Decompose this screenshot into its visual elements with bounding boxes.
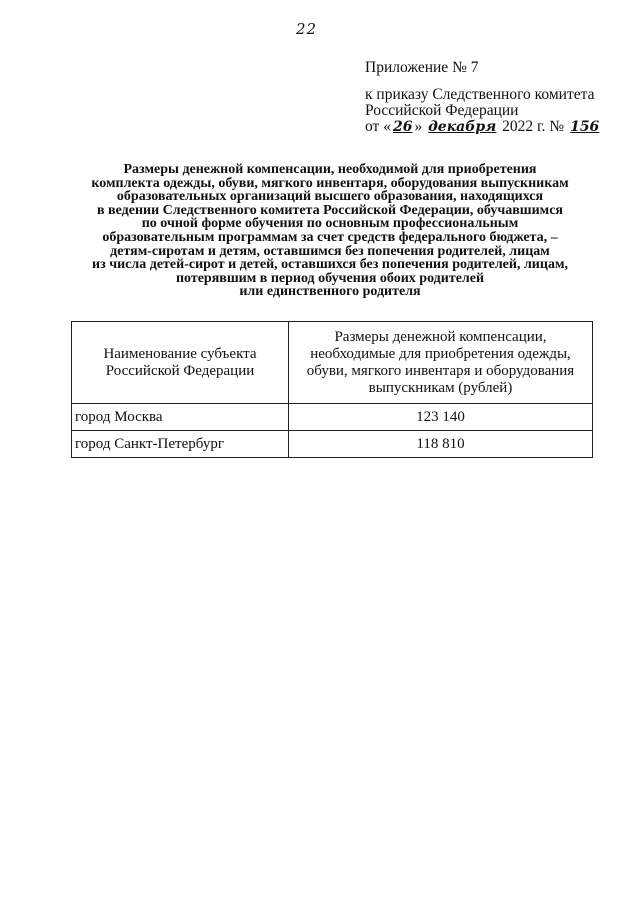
compensation-table — [71, 321, 593, 458]
title-line: образовательных организаций высшего образования, находящихся — [116, 189, 544, 205]
header-region — [72, 322, 289, 404]
title-line: детям-сиротам и детям, оставшимся без попечения родителей, лицам — [110, 243, 550, 259]
date-prefix: от « — [365, 118, 391, 135]
title-line: или единственного родителя — [239, 284, 421, 300]
title-line: комплекта одежды, обуви, мягкого инвентаря, оборудования выпускникам — [91, 175, 569, 191]
header-amount-line: необходимые для приобретения одежды, — [310, 345, 571, 362]
table-row — [72, 404, 593, 431]
handwritten-month: декабря — [428, 119, 497, 135]
appendix-date-line — [365, 119, 601, 135]
title-line: в ведении Следственного комитета Российской Федерации, обучавшимся — [97, 202, 563, 218]
amount-cell: 118 810 — [289, 431, 593, 458]
header-region-line: Российской Федерации — [105, 362, 255, 379]
table-row — [72, 431, 593, 458]
appendix-block — [365, 60, 601, 135]
document-title — [60, 163, 600, 299]
amount-cell: 123 140 — [289, 404, 593, 431]
year-suffix: 2022 г. № — [502, 118, 565, 135]
title-line: образовательным программам за счет средств федерального бюджета, – — [102, 229, 558, 245]
region-cell: город Санкт-Петербург — [72, 431, 289, 458]
appendix-organization: Российской Федерации — [365, 102, 519, 119]
title-line: потерявшим в период обучения обоих родителей — [175, 270, 485, 286]
appendix-order-ref: к приказу Следственного комитета — [365, 86, 595, 103]
header-amount-line: выпускникам (рублей) — [368, 379, 513, 396]
header-amount-line: обуви, мягкого инвентаря и оборудования — [306, 362, 575, 379]
table-header-row — [72, 322, 593, 404]
appendix-title: Приложение № 7 — [365, 59, 479, 76]
title-line: из числа детей-сирот и детей, оставшихся без попечения родителей, лицам, — [92, 257, 568, 273]
header-region-line: Наименование субъекта — [103, 345, 257, 362]
header-amount-line: Размеры денежной компенсации, — [334, 328, 547, 345]
region-cell: город Москва — [72, 404, 289, 431]
title-line: Размеры денежной компенсации, необходимой для приобретения — [123, 162, 537, 177]
handwritten-day: 26 — [392, 119, 413, 135]
handwritten-order-number: 156 — [570, 119, 600, 135]
title-line: по очной форме обучения по основным профессиональным — [141, 216, 519, 232]
date-mid: » — [414, 118, 423, 135]
page-number: 22 — [296, 20, 318, 38]
header-amount — [289, 322, 593, 404]
